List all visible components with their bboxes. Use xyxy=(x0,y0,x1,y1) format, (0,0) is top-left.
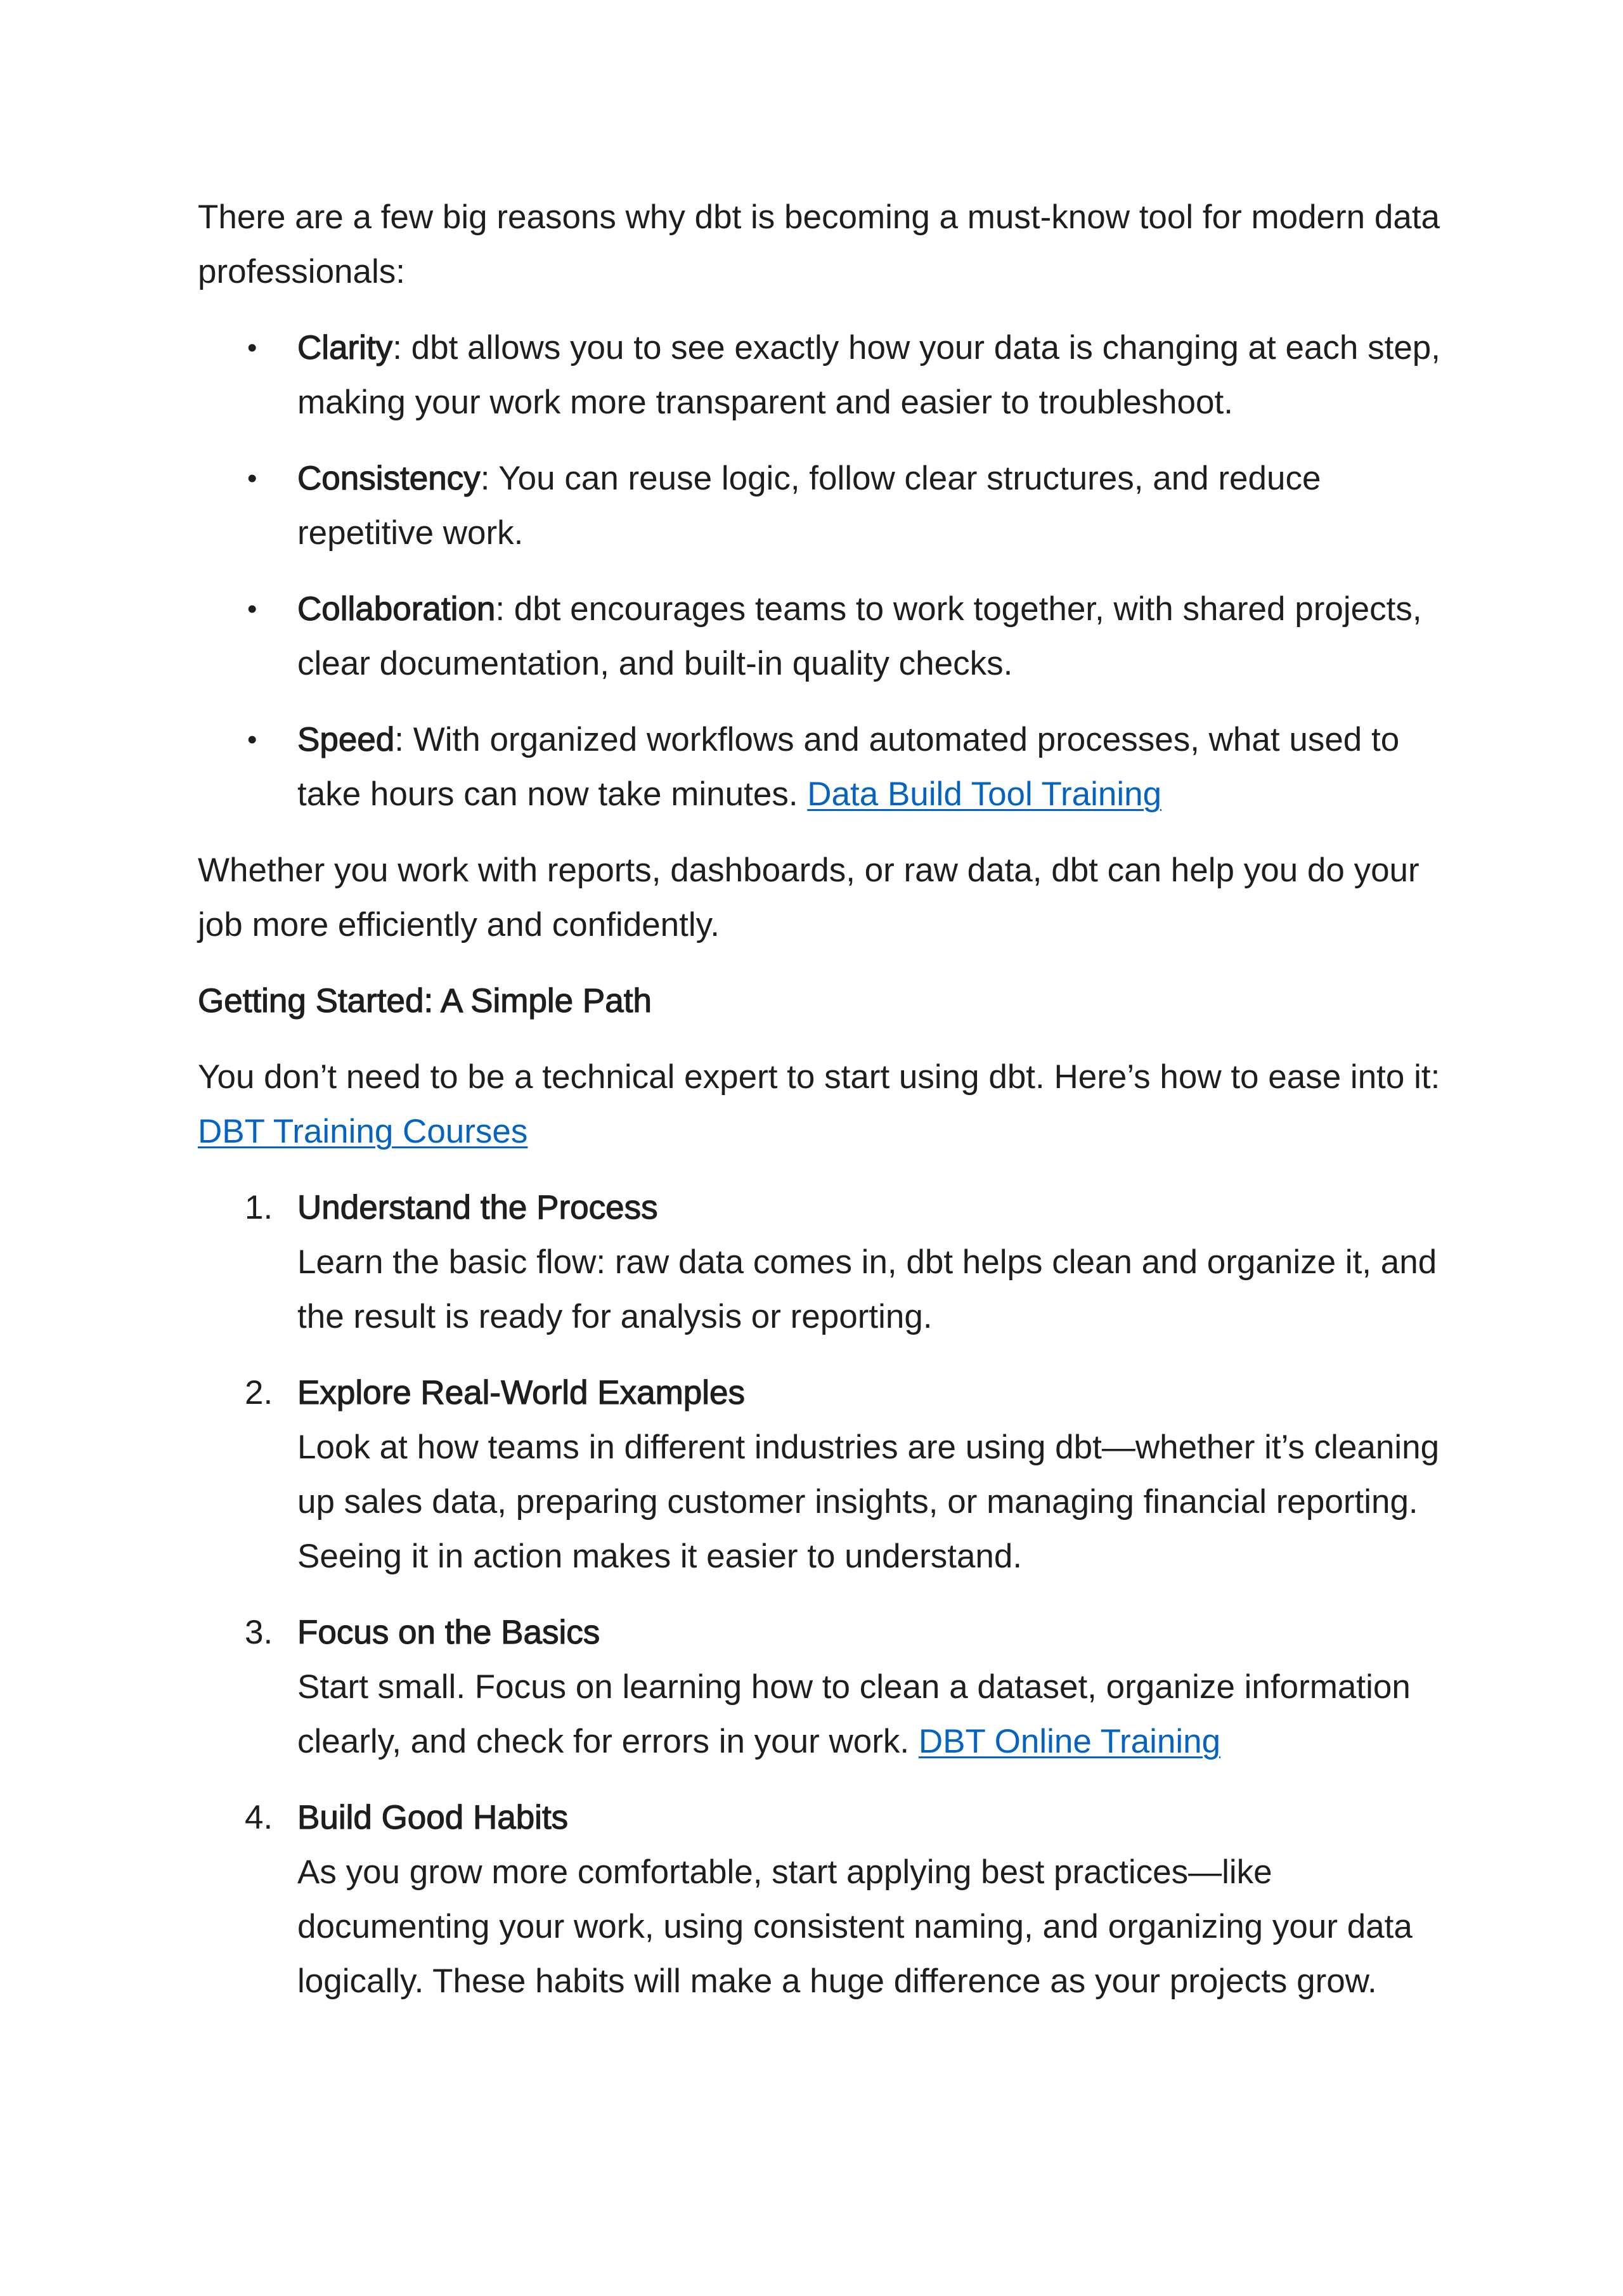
bullet-text: : With organized workflows and automated processes, what used to take hours can now take minutes. xyxy=(297,721,1400,813)
step-number: 1. xyxy=(245,1189,273,1226)
bullet-icon: • xyxy=(247,724,257,755)
step-item xyxy=(198,1791,1459,2009)
bullet-text: : dbt encourages teams to work together, with shared projects, clear documentation, and built-in quality checks. xyxy=(297,590,1422,682)
step-item xyxy=(198,1366,1459,1584)
step-description: Learn the basic flow: raw data comes in, dbt helps clean and organize it, and the result is ready for analysis or reporting. xyxy=(297,1243,1437,1335)
bullet-term: Clarity xyxy=(297,329,393,366)
list-item xyxy=(198,582,1459,691)
summary-paragraph: Whether you work with reports, dashboards, or raw data, dbt can help you do your job more efficiently and confidently. xyxy=(198,852,1419,944)
step-description-text: Start small. Focus on learning how to clean a dataset, organize information clearly, and check for errors in your work. xyxy=(297,1668,1411,1760)
bullet-text: : You can reuse logic, follow clear structures, and reduce repetitive work. xyxy=(297,460,1321,552)
bullet-icon: • xyxy=(247,332,257,363)
bullet-text: : dbt allows you to see exactly how your data is changing at each step, making your work more transparent and easier to troubleshoot. xyxy=(297,329,1440,421)
step-title: Explore Real-World Examples xyxy=(297,1374,745,1411)
document-page xyxy=(198,190,1459,2030)
step-description xyxy=(297,1660,1459,1769)
step-item xyxy=(198,1181,1459,1344)
step-number: 4. xyxy=(245,1799,273,1836)
step-number: 3. xyxy=(245,1614,273,1651)
list-item xyxy=(198,321,1459,430)
lead-text: You don’t need to be a technical expert to start using dbt. Here’s how to ease into it: xyxy=(198,1058,1440,1096)
step-description: Look at how teams in different industries are using dbt—whether it’s cleaning up sales data, preparing customer insights, or managing financial reporting. Seeing it in action makes it easier to understand. xyxy=(297,1429,1440,1575)
bullet-icon: • xyxy=(247,593,257,625)
step-description: As you grow more comfortable, start applying best practices—like documenting your work, using consistent naming, and organizing your data logically. These habits will make a huge difference as your projects grow. xyxy=(297,1853,1413,2000)
data-build-tool-training-link[interactable]: Data Build Tool Training xyxy=(807,775,1162,813)
step-title: Focus on the Basics xyxy=(297,1614,600,1651)
lead-paragraph xyxy=(198,1050,1459,1159)
intro-paragraph: There are a few big reasons why dbt is becoming a must-know tool for modern data professionals: xyxy=(198,198,1440,290)
section-heading: Getting Started: A Simple Path xyxy=(198,982,652,1020)
bullet-term: Speed xyxy=(297,721,395,758)
reasons-list xyxy=(198,321,1459,822)
dbt-training-courses-link[interactable]: DBT Training Courses xyxy=(198,1113,528,1150)
bullet-term: Consistency xyxy=(297,460,481,497)
bullet-icon: • xyxy=(247,463,257,494)
steps-list xyxy=(198,1181,1459,2009)
list-item xyxy=(198,451,1459,561)
step-title: Understand the Process xyxy=(297,1189,658,1226)
bullet-term: Collaboration xyxy=(297,590,496,628)
step-item xyxy=(198,1605,1459,1769)
step-title: Build Good Habits xyxy=(297,1799,569,1836)
step-number: 2. xyxy=(245,1374,273,1411)
list-item xyxy=(198,713,1459,822)
dbt-online-training-link[interactable]: DBT Online Training xyxy=(918,1723,1221,1760)
